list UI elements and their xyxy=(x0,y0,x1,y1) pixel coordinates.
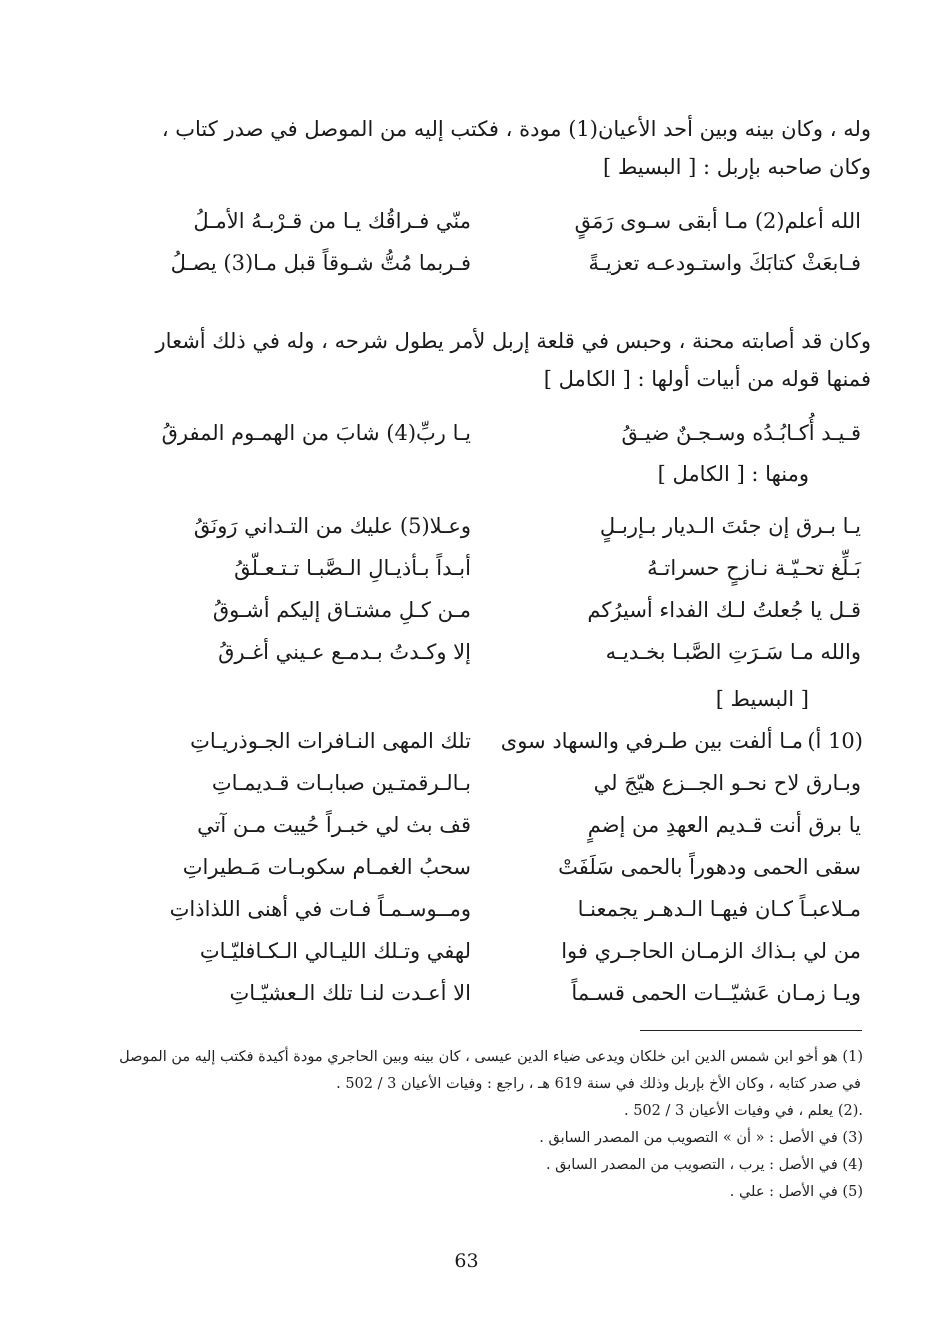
verse-row xyxy=(71,846,861,888)
intro-line-1: وله ، وكان بينه وبين أحد الأعيان(1) مودة ، فكتب إليه من الموصل في صدر كتاب ، xyxy=(161,117,871,141)
verse-left-hemistich: لهفي وتـلك الليـالي الـكـافليّـاتِ xyxy=(199,939,471,963)
footnotes xyxy=(63,1044,863,1206)
verse-left-hemistich: إلا وكـدتُ بـدمـع عـيني أغـرقُ xyxy=(218,640,471,664)
verse-row xyxy=(71,547,861,589)
verse-left-hemistich: وعـلا(5) عليك من التـداني رَونَقُ xyxy=(193,514,471,538)
verse-row xyxy=(71,242,861,284)
page-number: 63 xyxy=(454,1250,479,1272)
poem-2 xyxy=(71,412,861,454)
verse-right-hemistich: قـيـد أُكـابُـدُه وسـجـنٌ ضيـقُ xyxy=(621,421,861,445)
folio-marker: (10 أ) xyxy=(807,729,863,753)
footnote-separator xyxy=(640,1030,862,1031)
poem-4 xyxy=(71,720,861,1014)
verse-left-hemistich: فـربما مُتُّ شـوقاً قبل مـا(3) يصـلُ xyxy=(170,251,471,275)
verse-row xyxy=(71,972,861,1014)
verse-left-hemistich: يـا ربِّ(4) شابَ من الهمـوم المفرقُ xyxy=(161,421,471,445)
verse-right-hemistich: فـابعَثْ كتابَكَ واستـودعـه تعزيـةً xyxy=(588,251,861,275)
verse-row xyxy=(71,631,861,673)
verse-row xyxy=(71,720,861,762)
intro-paragraph xyxy=(61,110,871,186)
verse-right-hemistich: الله أعلم(2) مـا أبقى سـوى رَمَقٍ xyxy=(574,209,861,233)
verse-left-hemistich: سحبُ الغمـام سكوبـات مَـطيراتِ xyxy=(182,855,471,879)
verse-left-hemistich: منّي فـراقُك يـا من قـرْبـهُ الأمـلُ xyxy=(193,209,471,233)
verse-left-hemistich: بـالـرقمتـين صبابـات قـديمـاتِ xyxy=(211,771,471,795)
footnote-2: .(2) يعلم ، في وفيات الأعيان 3 / 502 . xyxy=(623,1103,863,1119)
verse-right-hemistich: والله مـا سَـرَتِ الصَّبـا بخـديـه xyxy=(605,640,861,664)
intro-line-2: وكان صاحبه بإربل : [ البسيط ] xyxy=(603,155,871,179)
verse-row xyxy=(71,930,861,972)
meter-label-kamil: ومنها : [ الكامل ] xyxy=(657,462,809,486)
verse-row xyxy=(71,505,861,547)
verse-right-hemistich: سقى الحمى ودهوراً بالحمى سَلَفَتْ xyxy=(558,855,861,879)
poem-1 xyxy=(71,200,861,284)
verse-right-hemistich: يـا بـرق إن جئتَ الـديار بـإربـلٍ xyxy=(599,514,861,538)
verse-left-hemistich: الا أعـدت لنـا تلك الـعشيّـاتِ xyxy=(229,981,471,1005)
verse-row xyxy=(71,412,861,454)
prose-2-line-2: فمنها قوله من أبيات أولها : [ الكامل ] xyxy=(543,367,871,391)
verse-row xyxy=(71,762,861,804)
verse-row xyxy=(71,200,861,242)
verse-row xyxy=(71,804,861,846)
verse-left-hemistich: مـن كـلِ مشتـاق إليكم أشـوقُ xyxy=(212,598,471,622)
footnote-1: (1) هو أخو ابن شمس الدين ابن خلكان ويدعى ضياء الدين عيسى ، كان بينه وبين الحاجري مودة أكيدة فكتب إليه من الموصل xyxy=(119,1049,863,1065)
verse-right-hemistich: من لي بـذاك الزمـان الحاجـري فوا xyxy=(561,939,861,963)
meter-label-basit: [ البسيط ] xyxy=(715,687,809,711)
verse-left-hemistich: ومــوسـمـاً فـات في أهنى اللذاذاتِ xyxy=(169,897,471,921)
verse-right-hemistich: مـا ألفت بين طـرفي والسهاد سوى xyxy=(500,729,803,753)
verse-row xyxy=(71,589,861,631)
footnote-1-continued: في صدر كتابه ، وكان الأخ بإربل وذلك في سنة 619 هـ ، راجع : وفيات الأعيان 3 / 502 . xyxy=(336,1076,861,1092)
prose-paragraph-2 xyxy=(61,322,871,398)
poem-3 xyxy=(71,505,861,673)
verse-left-hemistich: تلك المهى النـافرات الجـوذريـاتِ xyxy=(190,729,471,753)
verse-right-hemistich: وبـارق لاح نحـو الجــزع هيّجَ لي xyxy=(593,771,861,795)
verse-right-hemistich: مـلاعبـاً كـان فيهـا الـدهـر يجمعنـا xyxy=(577,897,861,921)
verse-left-hemistich: أبـداً بـأذيـالِ الـصَّبـا تـتـعـلّقُ xyxy=(234,556,471,580)
verse-right-hemistich: قـل يا جُعلتُ لـك الفداء أسيرُكم xyxy=(587,598,861,622)
footnote-4: (4) في الأصل : يرب ، التصويب من المصدر السابق . xyxy=(545,1157,863,1173)
verse-right-hemistich: يا برق أنت قـديم العهدِ من إضمٍ xyxy=(587,813,861,837)
footnote-5: (5) في الأصل : علي . xyxy=(729,1184,863,1200)
verse-right-hemistich: بَـلِّغ تحـيّـة نـازحٍ حسراتـهُ xyxy=(647,556,861,580)
prose-2-line-1: وكان قد أصابته محنة ، وحبس في قلعة إربل لأمر يطول شرحه ، وله في ذلك أشعار xyxy=(155,329,871,353)
verse-left-hemistich: قف بث لي خبـراً حُييت مـن آتي xyxy=(197,813,471,837)
verse-row xyxy=(71,888,861,930)
footnote-3: (3) في الأصل : « أن » التصويب من المصدر السابق . xyxy=(539,1130,863,1146)
verse-right-hemistich: ويـا زمـان عَشيّــات الحمى قسـماً xyxy=(571,981,861,1005)
